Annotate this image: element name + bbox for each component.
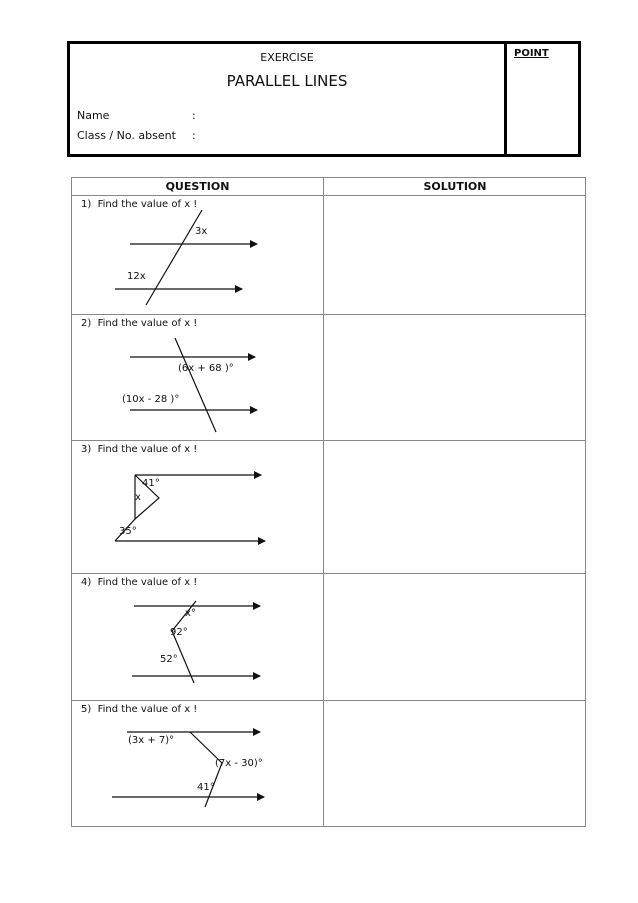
class-label: Class / No. absent — [77, 129, 176, 142]
question-2 — [72, 314, 323, 440]
angle-label-top: (6x + 68 )° — [178, 363, 234, 374]
angle-label-35: 35° — [119, 526, 137, 537]
question-3 — [72, 440, 323, 573]
diagram-2 — [72, 314, 323, 440]
name-label: Name — [77, 109, 110, 122]
bent-transversal — [190, 732, 222, 807]
angle-label-3x: 3x — [195, 226, 208, 237]
header-divider — [504, 44, 507, 154]
question-text: 1) Find the value of x ! — [81, 199, 198, 210]
angle-label-x: x° — [185, 608, 196, 619]
question-text: 5) Find the value of x ! — [81, 704, 198, 715]
angle-label-92: 92° — [170, 627, 188, 638]
diagram-1 — [72, 195, 323, 314]
page-title: PARALLEL LINES — [226, 72, 348, 90]
question-table — [71, 177, 586, 827]
angle-label-41: 41° — [197, 782, 215, 793]
angle-label-x: x — [135, 492, 141, 503]
question-4 — [72, 573, 323, 700]
exercise-header — [67, 41, 581, 157]
diagram-4 — [72, 573, 323, 700]
column-divider — [323, 178, 324, 826]
question-text: 3) Find the value of x ! — [81, 444, 198, 455]
angle-label-41: 41° — [142, 478, 160, 489]
class-colon: : — [192, 129, 196, 142]
question-5 — [72, 700, 323, 827]
angle-label-middle: (7x - 30)° — [215, 758, 263, 769]
angle-label-52: 52° — [160, 654, 178, 665]
question-column-header: QUESTION — [165, 180, 230, 193]
exercise-label: EXERCISE — [260, 51, 314, 64]
transversal — [175, 338, 216, 432]
angle-label-bottom: (10x - 28 )° — [122, 394, 180, 405]
point-label: POINT — [514, 48, 549, 59]
name-colon: : — [192, 109, 196, 122]
question-1 — [72, 195, 323, 314]
question-text: 2) Find the value of x ! — [81, 318, 198, 329]
diagram-3 — [72, 440, 323, 573]
angle-label-top: (3x + 7)° — [128, 735, 175, 746]
question-text: 4) Find the value of x ! — [81, 577, 198, 588]
diagram-5 — [72, 700, 323, 827]
angle-label-12x: 12x — [127, 271, 146, 282]
transversal — [146, 210, 202, 305]
solution-column-header: SOLUTION — [423, 180, 487, 193]
